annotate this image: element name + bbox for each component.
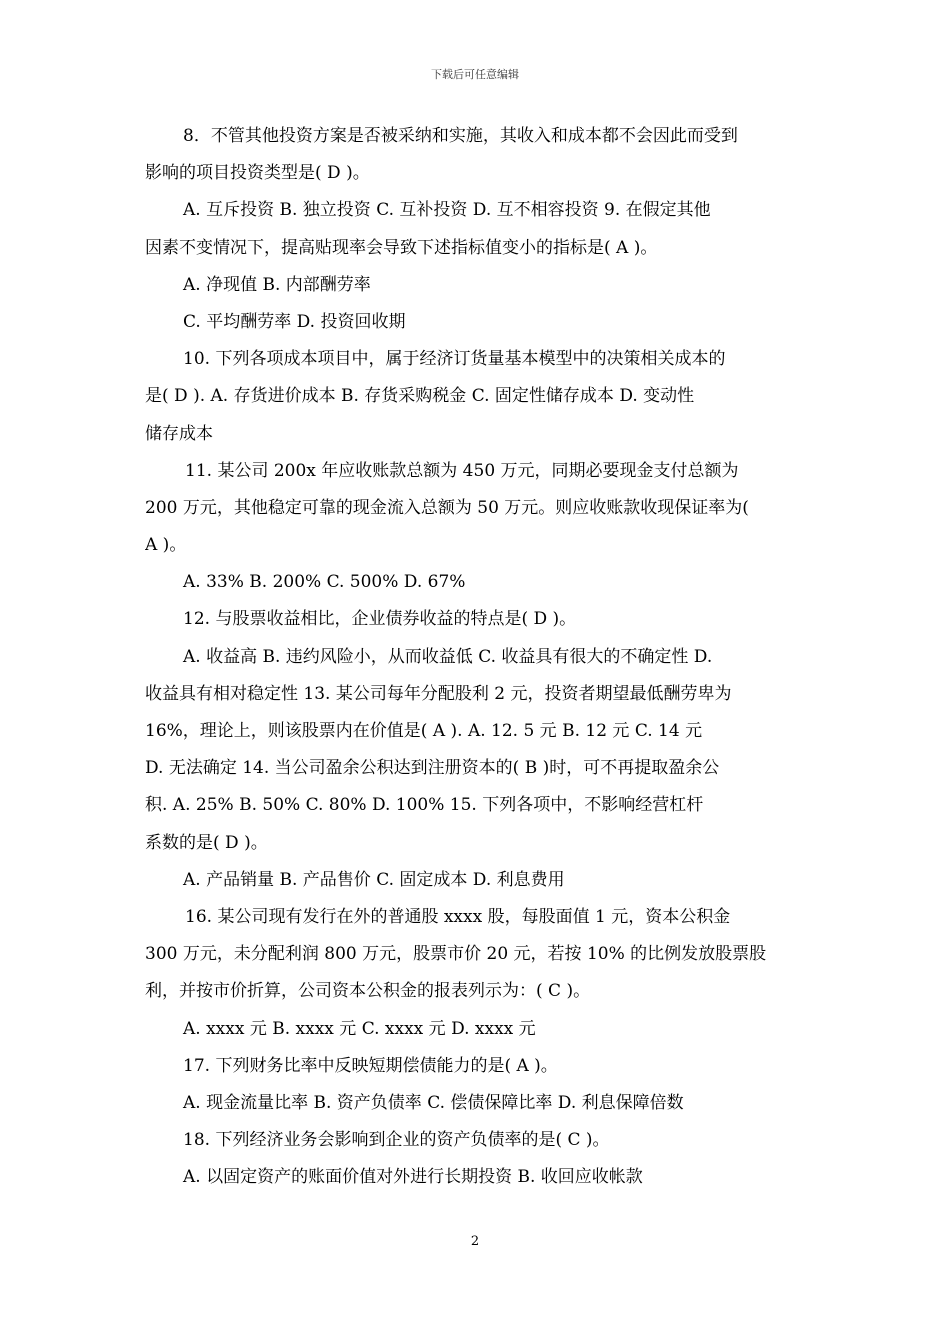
text-line: 200 万元，其他稳定可靠的现金流入总额为 50 万元。则应收账款收现保证率为( (145, 497, 749, 518)
text-line: 是( D ). A. 存货进价成本 B. 存货采购税金 C. 固定性储存成本 D. 变动性 (145, 386, 695, 407)
text-line: 影响的项目投资类型是( D )。 (145, 163, 370, 184)
text-line: 积. A. 25% B. 50% C. 80% D. 100% 15. 下列各项中，不影响经营杠杆 (145, 795, 704, 816)
text-line: 16. 某公司现有发行在外的普通股 xxxx 股，每股面值 1 元，资本公积金 (185, 906, 731, 927)
text-line: 10. 下列各项成本项目中，属于经济订货量基本模型中的决策相关成本的 (183, 349, 726, 370)
text-line: 18. 下列经济业务会影响到企业的资产负债率的是( C )。 (183, 1130, 610, 1151)
text-line: 因素不变情况下，提高贴现率会导致下述指标值变小的指标是( A )。 (145, 237, 658, 258)
page-header: 下载后可任意编辑 (431, 68, 519, 81)
text-line: 收益具有相对稳定性 13. 某公司每年分配股利 2 元，投资者期望最低酬劳卑为 (145, 683, 732, 704)
text-line: A. 现金流量比率 B. 资产负债率 C. 偿债保障比率 D. 利息保障倍数 (183, 1092, 684, 1113)
text-line: 储存成本 (145, 423, 213, 444)
text-line: 12. 与股票收益相比，企业债券收益的特点是( D )。 (183, 609, 577, 630)
text-line: A. xxxx 元 B. xxxx 元 C. xxxx 元 D. xxxx 元 (183, 1018, 536, 1039)
text-line: 8．不管其他投资方案是否被采纳和实施，其收入和成本都不会因此而受到 (183, 126, 738, 146)
text-line: 300 万元，未分配利润 800 万元，股票市价 20 元，若按 10% 的比例发放股票股 (145, 944, 767, 965)
text-line: A. 产品销量 B. 产品售价 C. 固定成本 D. 利息费用 (183, 869, 565, 890)
text-line: 11. 某公司 200x 年应收账款总额为 450 万元，同期必要现金支付总额为 (185, 460, 739, 481)
text-line: 系数的是( D )。 (145, 832, 268, 853)
text-line: A. 互斥投资 B. 独立投资 C. 互补投资 D. 互不相容投资 9. 在假定其他 (183, 200, 711, 221)
page-number: 2 (470, 1234, 480, 1249)
document-body (145, 118, 807, 1196)
text-line: A. 33% B. 200% C. 500% D. 67% (183, 572, 466, 593)
text-line: C. 平均酬劳率 D. 投资回收期 (183, 311, 406, 332)
text-line: A. 收益高 B. 违约风险小，从而收益低 C. 收益具有很大的不确定性 D. (183, 646, 713, 667)
text-line: 17. 下列财务比率中反映短期偿债能力的是( A )。 (183, 1055, 558, 1076)
text-line: A )。 (145, 535, 187, 556)
text-line: 16%，理论上，则该股票内在价值是( A ). A. 12. 5 元 B. 12 元 C. 14 元 (145, 721, 703, 741)
text-line: A. 以固定资产的账面价值对外进行长期投资 B. 收回应收帐款 (183, 1167, 643, 1188)
text-line: D. 无法确定 14. 当公司盈余公积达到注册资本的( B )时，可不再提取盈余公 (145, 758, 720, 779)
text-line: A. 净现值 B. 内部酬劳率 (183, 274, 371, 295)
text-line: 利，并按市价折算，公司资本公积金的报表列示为：( C )。 (145, 981, 591, 1002)
